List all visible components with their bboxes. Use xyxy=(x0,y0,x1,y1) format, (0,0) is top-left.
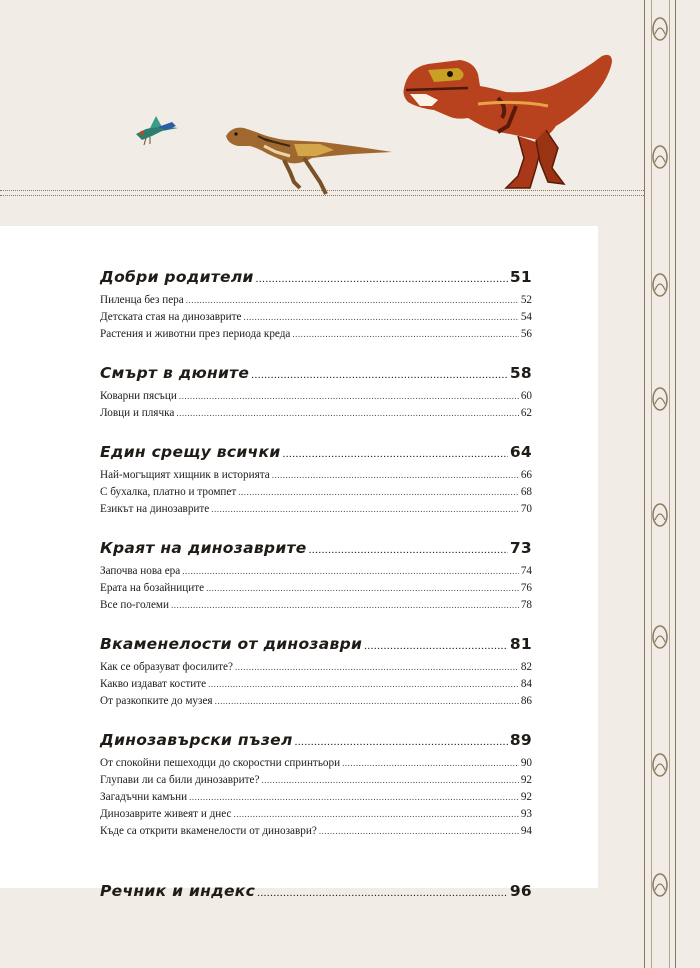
toc-subsection-entry[interactable] xyxy=(100,695,532,712)
toc-subsection-entry-title: Детската стая на динозаврите xyxy=(100,311,242,323)
toc-chapter-entry-page-number: 73 xyxy=(509,539,532,557)
toc-subsection-entry-title: От спокойни пешеходци до скоростни спринтьори xyxy=(100,757,341,769)
toc-subsection-entry-page-number: 92 xyxy=(520,791,532,803)
toc-subsection-entry-page-number: 93 xyxy=(520,808,532,820)
ornament-knot-icon xyxy=(648,870,672,900)
dot-leader xyxy=(251,369,508,381)
toc-subsection-entry-title: Как се образуват фосилите? xyxy=(100,661,233,673)
toc-subsection-entry-title: Езикът на динозаврите xyxy=(100,503,210,515)
dot-leader xyxy=(309,544,508,556)
toc-subsection-entry-page-number: 92 xyxy=(520,774,532,786)
dot-leader xyxy=(235,662,519,672)
toc-section xyxy=(100,443,532,520)
toc-subsection-entry-title: Все по-големи xyxy=(100,599,170,611)
dot-leader xyxy=(243,312,518,322)
toc-subsection-entry-title: Къде са открити вкаменелости от динозаври? xyxy=(100,825,317,837)
toc-subsection-entry[interactable] xyxy=(100,565,532,582)
dot-leader xyxy=(261,775,518,785)
toc-subsection-entry[interactable] xyxy=(100,808,532,825)
dot-leader xyxy=(206,583,519,593)
ornament-knot-icon xyxy=(648,500,672,530)
bird-illustration-icon xyxy=(132,112,182,148)
toc-subsection-entry-page-number: 68 xyxy=(520,486,532,498)
toc-subsection-entry[interactable] xyxy=(100,390,532,407)
toc-chapter-entry-title: Краят на динозаврите xyxy=(100,539,307,557)
toc-subsection-entry[interactable] xyxy=(100,503,532,520)
toc-chapter-entry-page-number: 58 xyxy=(509,364,532,382)
toc-glossary-section xyxy=(100,882,532,908)
toc-subsection-entry[interactable] xyxy=(100,294,532,311)
toc-glossary-entry[interactable] xyxy=(100,882,532,908)
toc-section xyxy=(100,731,532,842)
toc-subsection-entry-page-number: 94 xyxy=(520,825,532,837)
ornament-knot-icon xyxy=(648,384,672,414)
toc-subsection-entry-title: Ерата на бозайниците xyxy=(100,582,205,594)
toc-subsection-entry[interactable] xyxy=(100,311,532,328)
toc-chapter-entry-title: Вкаменелости от динозаври xyxy=(100,635,363,653)
raptor-illustration-icon xyxy=(224,122,396,196)
toc-subsection-entry-title: Глупави ли са били динозаврите? xyxy=(100,774,260,786)
toc-subsection-entry-page-number: 56 xyxy=(520,328,532,340)
toc-chapter-entry-title: Един срещу всички xyxy=(100,443,281,461)
dot-leader xyxy=(234,809,519,819)
dot-leader xyxy=(215,696,519,706)
dot-leader xyxy=(257,887,508,899)
toc-chapter-entry-title: Смърт в дюните xyxy=(100,364,250,382)
toc-chapter-entry[interactable] xyxy=(100,539,532,565)
toc-subsection-entry-page-number: 52 xyxy=(520,294,532,306)
toc-chapter-entry-page-number: 51 xyxy=(509,268,532,286)
ornament-knot-icon xyxy=(648,622,672,652)
toc-chapter-entry[interactable] xyxy=(100,443,532,469)
toc-subsection-entry-title: С бухалка, платно и тромпет xyxy=(100,486,237,498)
toc-subsection-entry[interactable] xyxy=(100,825,532,842)
dot-leader xyxy=(295,736,508,748)
toc-subsection-entry-title: Загадъчни камъни xyxy=(100,791,188,803)
toc-chapter-entry-page-number: 89 xyxy=(509,731,532,749)
ornament-knot-icon xyxy=(648,14,672,44)
toc-section xyxy=(100,635,532,712)
toc-subsection-entry-title: Ловци и плячка xyxy=(100,407,175,419)
toc-subsection-entry-page-number: 84 xyxy=(520,678,532,690)
toc-subsection-entry[interactable] xyxy=(100,469,532,486)
toc-subsection-entry-page-number: 82 xyxy=(520,661,532,673)
toc-subsection-entry[interactable] xyxy=(100,757,532,774)
toc-subsection-entry-title: Най-могъщият хищник в историята xyxy=(100,469,270,481)
dot-leader xyxy=(238,487,519,497)
toc-subsection-entry-page-number: 90 xyxy=(520,757,532,769)
toc-section xyxy=(100,539,532,616)
dot-leader xyxy=(282,448,507,460)
toc-chapter-entry-page-number: 81 xyxy=(509,635,532,653)
ornament-knot-icon xyxy=(648,270,672,300)
dot-leader xyxy=(319,826,519,836)
trex-illustration-icon xyxy=(398,48,620,198)
toc-section xyxy=(100,268,532,345)
toc-subsection-entry-page-number: 86 xyxy=(520,695,532,707)
dot-leader xyxy=(179,391,519,401)
decorative-border xyxy=(644,0,676,968)
toc-subsection-entry-page-number: 60 xyxy=(520,390,532,402)
toc-chapter-entry[interactable] xyxy=(100,635,532,661)
toc-glossary-entry-title: Речник и индекс xyxy=(100,882,256,900)
dot-leader xyxy=(292,329,518,339)
toc-subsection-entry-title: Пиленца без пера xyxy=(100,294,184,306)
toc-subsection-entry-title: Динозаврите живеят и днес xyxy=(100,808,232,820)
toc-subsection-entry-page-number: 54 xyxy=(520,311,532,323)
dot-leader xyxy=(189,792,519,802)
toc-subsection-entry-title: Растения и животни през периода креда xyxy=(100,328,291,340)
dot-leader xyxy=(364,640,508,652)
ornament-knot-icon xyxy=(648,750,672,780)
toc-subsection-entry[interactable] xyxy=(100,582,532,599)
toc-chapter-entry-page-number: 64 xyxy=(509,443,532,461)
dot-leader xyxy=(176,408,518,418)
toc-section xyxy=(100,364,532,424)
dot-leader xyxy=(256,273,508,285)
toc-subsection-entry[interactable] xyxy=(100,791,532,808)
toc-subsection-entry-page-number: 78 xyxy=(520,599,532,611)
toc-glossary-entry-page-number: 96 xyxy=(509,882,532,900)
dot-leader xyxy=(182,566,519,576)
toc-subsection-entry-title: Коварни пясъци xyxy=(100,390,177,402)
toc-subsection-entry-page-number: 74 xyxy=(520,565,532,577)
toc-subsection-entry-title: Започва нова ера xyxy=(100,565,181,577)
toc-chapter-entry-title: Динозавърски пъзел xyxy=(100,731,293,749)
toc-chapter-entry-title: Добри родители xyxy=(100,268,254,286)
toc-subsection-entry-page-number: 70 xyxy=(520,503,532,515)
toc-chapter-entry[interactable] xyxy=(100,731,532,757)
toc-subsection-entry-title: От разкопките до музея xyxy=(100,695,213,707)
table-of-contents xyxy=(100,268,532,927)
ornament-knot-icon xyxy=(648,142,672,172)
toc-subsection-entry[interactable] xyxy=(100,328,532,345)
dot-leader xyxy=(272,470,519,480)
dot-leader xyxy=(186,295,519,305)
toc-subsection-entry[interactable] xyxy=(100,486,532,503)
toc-subsection-entry[interactable] xyxy=(100,407,532,424)
dot-leader xyxy=(171,600,519,610)
dot-leader xyxy=(211,504,519,514)
toc-subsection-entry-title: Какво издават костите xyxy=(100,678,207,690)
toc-chapter-entry[interactable] xyxy=(100,364,532,390)
dot-leader xyxy=(342,758,519,768)
toc-subsection-entry-page-number: 76 xyxy=(520,582,532,594)
toc-subsection-entry-page-number: 66 xyxy=(520,469,532,481)
toc-chapter-entry[interactable] xyxy=(100,268,532,294)
toc-subsection-entry[interactable] xyxy=(100,661,532,678)
dot-leader xyxy=(208,679,519,689)
toc-subsection-entry[interactable] xyxy=(100,774,532,791)
toc-subsection-entry[interactable] xyxy=(100,678,532,695)
toc-subsection-entry[interactable] xyxy=(100,599,532,616)
toc-subsection-entry-page-number: 62 xyxy=(520,407,532,419)
